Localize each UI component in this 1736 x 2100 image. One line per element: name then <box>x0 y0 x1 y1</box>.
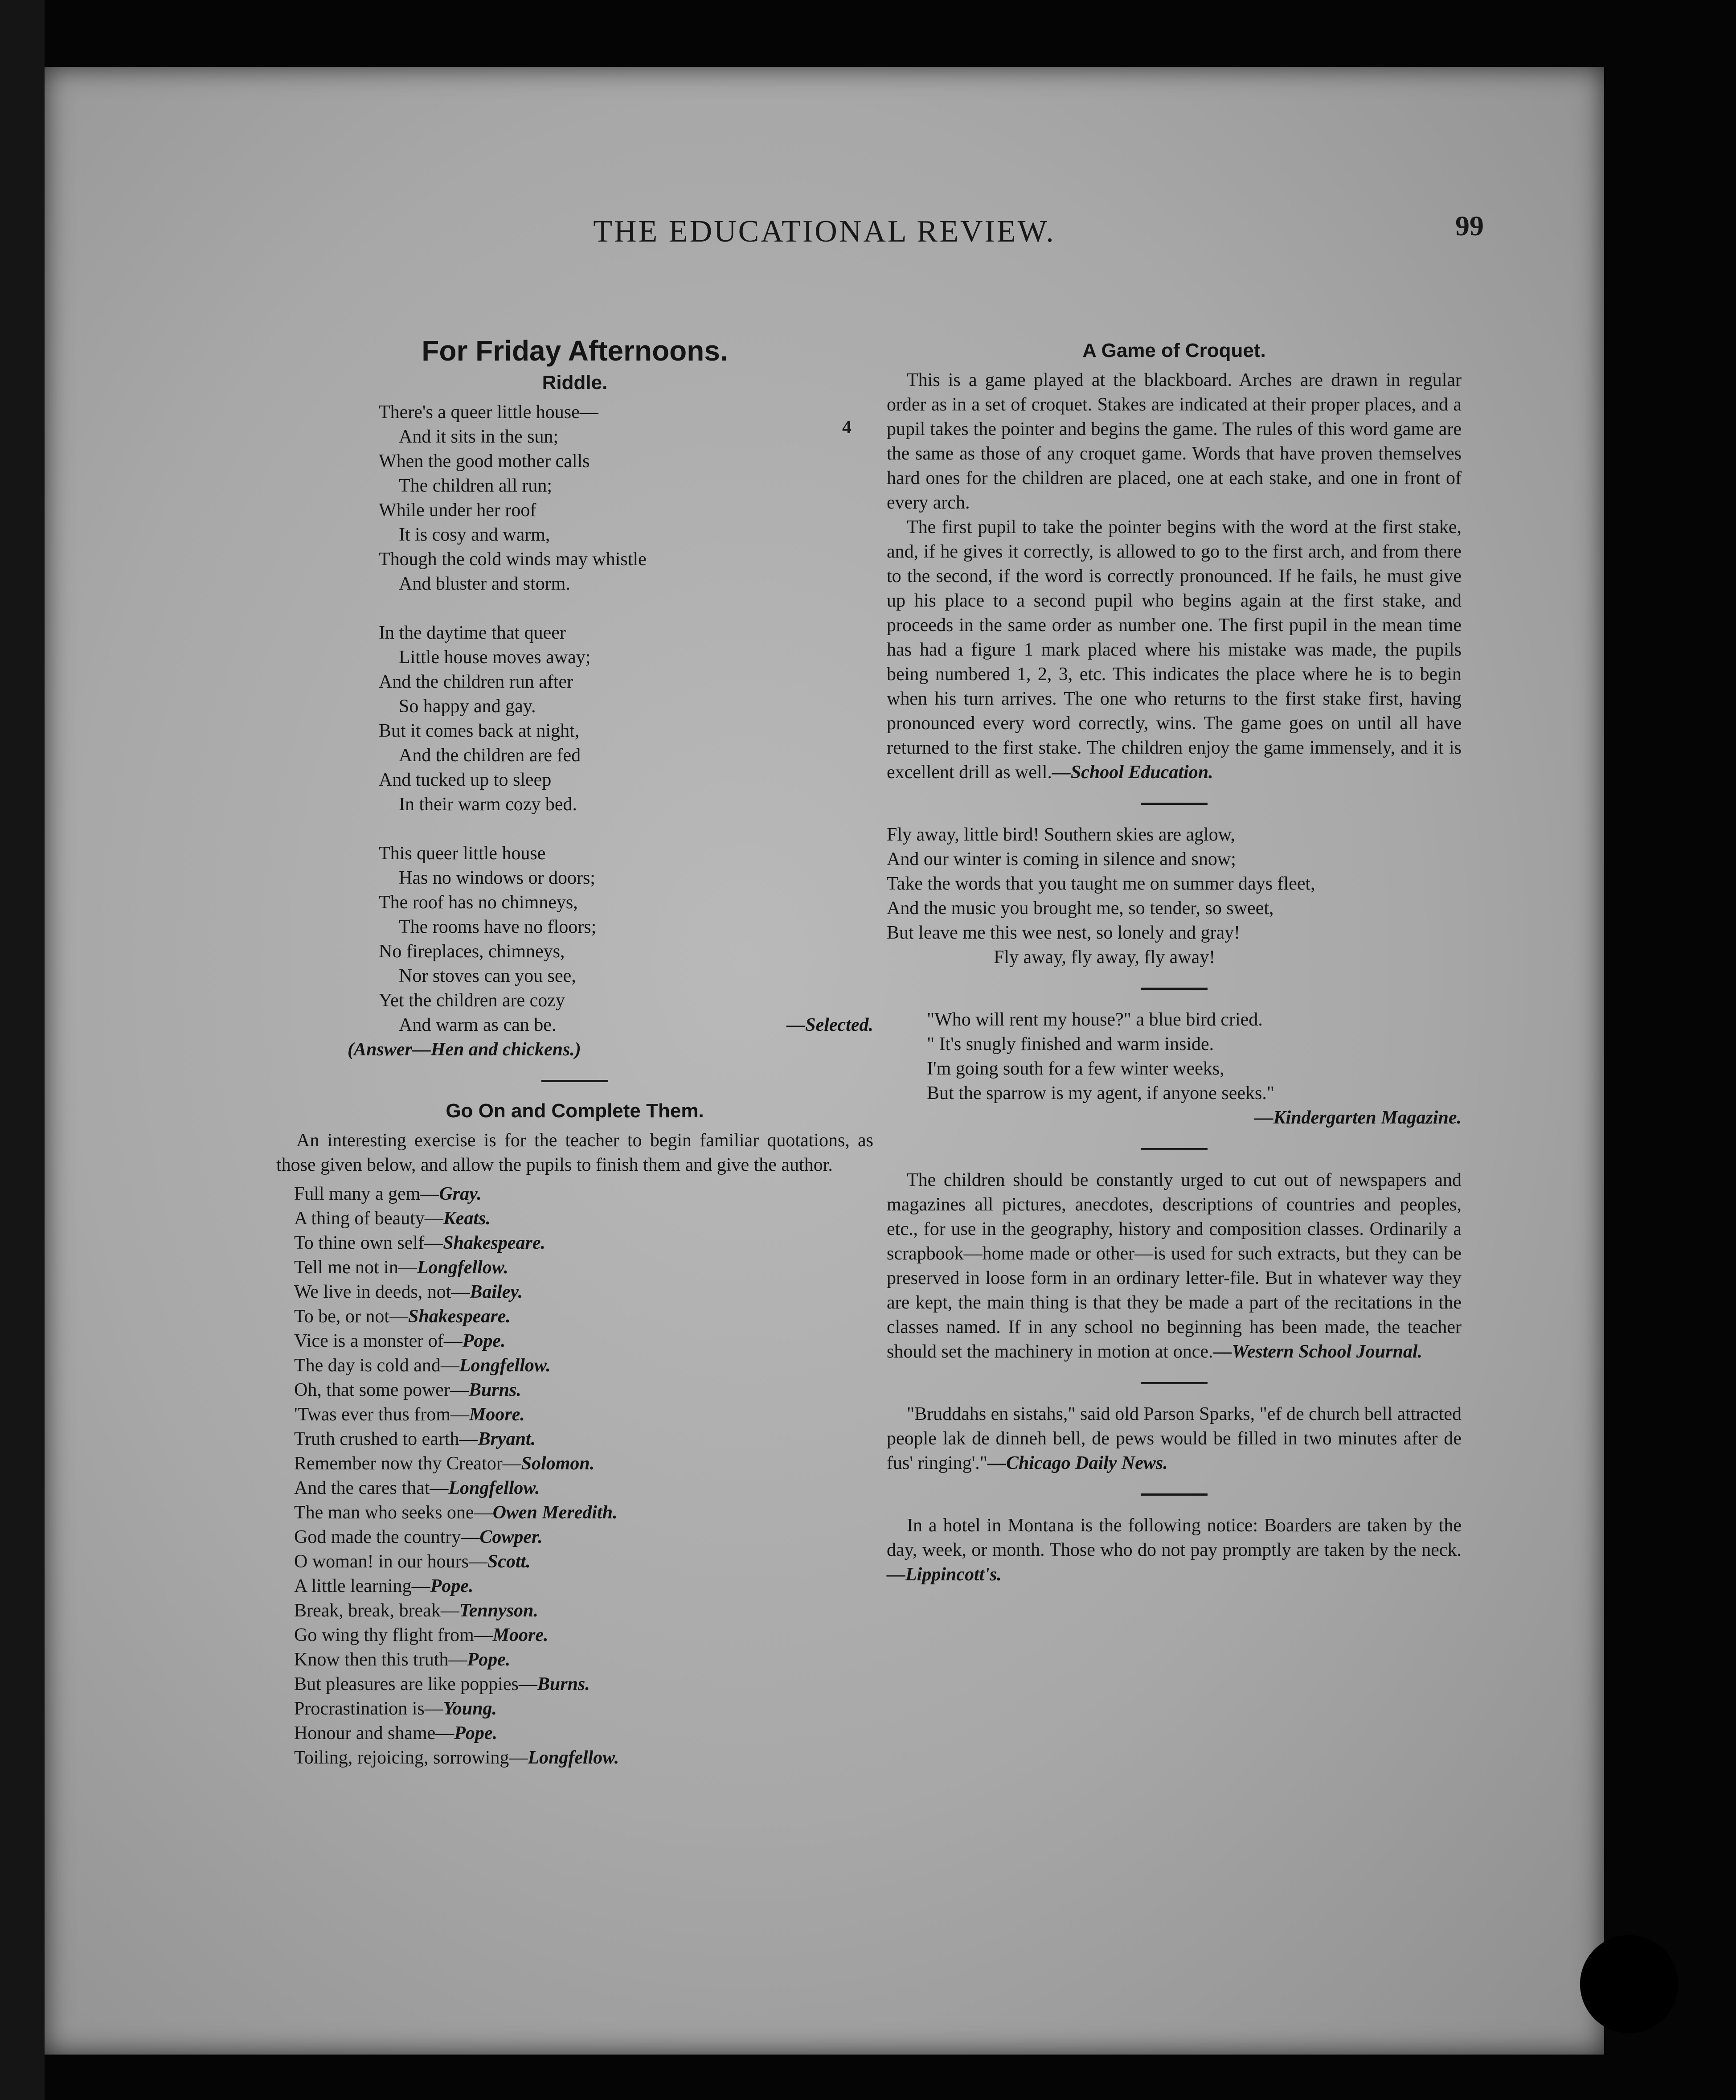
poem-line: So happy and gay. <box>399 696 536 717</box>
poem-line: When the good mother calls <box>379 451 590 472</box>
quote-item: God made the country—Cowper. <box>294 1527 543 1547</box>
quote-author: Bailey. <box>470 1282 523 1302</box>
quote-item: Honour and shame—Pope. <box>294 1723 498 1743</box>
croquet-title: A Game of Croquet. <box>1082 340 1266 361</box>
section-divider <box>541 1080 608 1082</box>
section-divider <box>1141 803 1208 805</box>
quote-author: Scott. <box>487 1551 531 1572</box>
quote-list <box>276 1182 873 1770</box>
quote-item: A thing of beauty—Keats. <box>294 1208 491 1229</box>
montana-source: —Lippincott's. <box>887 1564 1002 1585</box>
right-column <box>887 334 1462 1587</box>
complete-title: Go On and Complete Them. <box>446 1100 704 1122</box>
poem-line: I'm going south for a few winter weeks, <box>927 1058 1224 1079</box>
poem-line: But the sparrow is my agent, if anyone seeks." <box>927 1083 1274 1103</box>
quote-author: Pope. <box>430 1576 474 1596</box>
quote-item: The man who seeks one—Owen Meredith. <box>294 1502 618 1523</box>
poem-line: Little house moves away; <box>399 647 591 668</box>
complete-intro: An interesting exercise is for the teacher to begin familiar quotations, as those given below, and allow the pupils to finish them and give the author. <box>276 1130 873 1175</box>
quote-item: O woman! in our hours—Scott. <box>294 1551 531 1572</box>
quote-author: Keats. <box>443 1208 491 1229</box>
scrapbook-source: —Western School Journal. <box>1213 1341 1422 1362</box>
poem-line-text: And warm as can be. <box>399 1015 557 1035</box>
quote-item: Remember now thy Creator—Solomon. <box>294 1453 595 1474</box>
poem-line: "Who will rent my house?" a blue bird cried. <box>927 1009 1263 1030</box>
quote-author: Longfellow. <box>417 1257 508 1278</box>
poem-line: But leave me this wee nest, so lonely and gray! <box>887 923 1241 943</box>
quote-item: We live in deeds, not—Bailey. <box>294 1282 523 1302</box>
quote-item: But pleasures are like poppies—Burns. <box>294 1674 590 1694</box>
poem-line: Take the words that you taught me on summer days fleet, <box>887 874 1315 894</box>
poem-line: Nor stoves can you see, <box>399 966 576 986</box>
poem-line: In their warm cozy bed. <box>399 794 577 815</box>
poem-line: Yet the children are cozy <box>379 990 565 1011</box>
quote-author: Gray. <box>439 1184 482 1204</box>
riddle-stanza <box>379 621 873 817</box>
quote-author: Shakespeare. <box>443 1233 546 1253</box>
poem-line: Though the cold winds may whistle <box>379 549 647 570</box>
quote-author: Pope. <box>467 1649 511 1670</box>
quote-item: A little learning—Pope. <box>294 1576 474 1596</box>
quote-author: Bryant. <box>478 1429 536 1449</box>
riddle-answer: (Answer—Hen and chickens.) <box>348 1039 581 1060</box>
poem-line: In the daytime that queer <box>379 623 566 643</box>
quote-item: Truth crushed to earth—Bryant. <box>294 1429 536 1449</box>
quote-author: Young. <box>443 1698 497 1719</box>
croquet-paragraph-2: The first pupil to take the pointer begins with the word at the first stake, and, if he gives it correctly, is allowed to go to the first arch, and from there to the second, if the word is correctly pronounced. If he fails, he must give up his place to a second pupil who begins again at the first stake, and proceeds in the same order as number one. The first pupil in the mean time has had a figure 1 mark placed where his mistake was made, the pupils being numbered 1, 2, 3, etc. This indicates the place where he is to begin when his turn arrives. The one who returns to the first stake first, having pronounced every word correctly, wins. The game goes on until all have returned to the first stake. The children enjoy the game immensely, and it is excellent drill as well.—School Education. <box>887 517 1462 783</box>
quote-author: Solomon. <box>521 1453 595 1474</box>
poem-line: No fireplaces, chimneys, <box>379 941 565 962</box>
quote-item: Procrastination is—Young. <box>294 1698 497 1719</box>
quote-author: Cowper. <box>479 1527 543 1547</box>
bird-poem <box>887 823 1462 970</box>
quote-item: The day is cold and—Longfellow. <box>294 1355 551 1376</box>
left-column <box>276 334 873 1770</box>
quote-item: Full many a gem—Gray. <box>294 1184 482 1204</box>
quote-item: Go wing thy flight from—Moore. <box>294 1625 549 1645</box>
poem-line: The rooms have no floors; <box>399 917 597 937</box>
poem-line: This queer little house <box>379 843 546 864</box>
riddle-stanza <box>379 400 873 596</box>
quote-author: Longfellow. <box>459 1355 551 1376</box>
blue-bird-poem <box>887 1008 1462 1130</box>
section-title: For Friday Afternoons. <box>422 335 728 367</box>
poem-refrain: Fly away, fly away, fly away! <box>994 947 1216 968</box>
riddle-stanza <box>379 841 873 1038</box>
parson-paragraph: "Bruddahs en sistahs," said old Parson Sparks, "ef de church bell attracted people lak de dinneh bell, de pews would be filled in two minutes after de fus' ringing'."—Chicago Daily News. <box>887 1404 1462 1473</box>
section-divider <box>1141 1148 1208 1150</box>
quote-author: Tennyson. <box>459 1600 538 1621</box>
poem-line: And tucked up to sleep <box>379 770 552 790</box>
quote-item: Break, break, break—Tennyson. <box>294 1600 538 1621</box>
quote-item: And the cares that—Longfellow. <box>294 1478 540 1498</box>
quote-author: Longfellow. <box>528 1747 619 1768</box>
page-number: 99 <box>1455 210 1484 242</box>
page-sheet <box>45 67 1604 2055</box>
film-edge-left <box>0 0 45 2100</box>
poem-line: And bluster and storm. <box>399 574 570 594</box>
croquet-source: —School Education. <box>1052 762 1213 783</box>
poem-line: Fly away, little bird! Southern skies are aglow, <box>887 824 1235 845</box>
poem-line: While under her roof <box>379 500 536 521</box>
blue-bird-source: —Kindergarten Magazine. <box>1254 1107 1462 1128</box>
poem-line: And our winter is coming in silence and snow; <box>887 849 1236 870</box>
section-divider <box>1141 1382 1208 1384</box>
poem-line: There's a queer little house— <box>379 402 598 422</box>
quote-item: To be, or not—Shakespeare. <box>294 1306 511 1327</box>
quote-item: Know then this truth—Pope. <box>294 1649 511 1670</box>
quote-item: Toiling, rejoicing, sorrowing—Longfellow. <box>294 1747 619 1768</box>
poem-line: The children all run; <box>399 476 553 496</box>
poem-line: " It's snugly finished and warm inside. <box>927 1034 1214 1054</box>
montana-paragraph: In a hotel in Montana is the following notice: Boarders are taken by the day, week, or month. Those who do not pay promptly are taken by the neck.—Lippincott's. <box>887 1515 1462 1585</box>
poem-line: And it sits in the sun; <box>399 427 559 447</box>
film-blot <box>1580 1935 1678 2033</box>
running-head: THE EDUCATIONAL REVIEW. <box>593 214 1056 249</box>
croquet-paragraph-1: This is a game played at the blackboard. Arches are drawn in regular order as in a set of croquet. Stakes are indicated at their proper places, and a pupil takes the pointer and begins the game. The rules of this word game are the same as those of any croquet game. Words that have proven themselves hard ones for the children are placed, one at each stake, and one in front of every arch. <box>887 370 1462 513</box>
section-divider <box>1141 1493 1208 1496</box>
quote-item: Vice is a monster of—Pope. <box>294 1331 506 1351</box>
poem-line: And the music you brought me, so tender, so sweet, <box>887 898 1274 919</box>
poem-line: It is cosy and warm, <box>399 525 550 545</box>
poem-line <box>379 1013 873 1038</box>
riddle-title: Riddle. <box>542 372 608 394</box>
riddle-signature: —Selected. <box>786 1015 873 1035</box>
poem-line: The roof has no chimneys, <box>379 892 578 913</box>
poem-line: And the children are fed <box>399 745 581 766</box>
quote-item: 'Twas ever thus from—Moore. <box>294 1404 525 1425</box>
quote-item: Tell me not in—Longfellow. <box>294 1257 508 1278</box>
scrapbook-paragraph: The children should be constantly urged to cut out of newspapers and magazines all pictures, anecdotes, descriptions of countries and peoples, etc., for use in the geography, history and composition classes. Ordinarily a scrapbook—home made or other—is used for such extracts, but they can be preserved in loose form in an ordinary letter-file. But in whatever way they are kept, the main thing is that they be made a part of the recitations in the classes named. If in any school no beginning has been made, the teacher should set the machinery in motion at once.—Western School Journal. <box>887 1170 1462 1362</box>
quote-author: Moore. <box>469 1404 525 1425</box>
quote-author: Moore. <box>492 1625 549 1645</box>
poem-line: And the children run after <box>379 672 573 692</box>
quote-item: To thine own self—Shakespeare. <box>294 1233 546 1253</box>
poem-line: But it comes back at night, <box>379 721 580 741</box>
margin-mark: 4 <box>842 417 852 438</box>
section-divider <box>1141 988 1208 990</box>
quote-author: Shakespeare. <box>408 1306 511 1327</box>
quote-author: Burns. <box>537 1674 590 1694</box>
quote-item: Oh, that some power—Burns. <box>294 1380 521 1400</box>
quote-author: Owen Meredith. <box>492 1502 618 1523</box>
quote-author: Pope. <box>454 1723 498 1743</box>
poem-line: Has no windows or doors; <box>399 868 595 888</box>
quote-author: Longfellow. <box>448 1478 540 1498</box>
riddle-poem <box>276 400 873 1038</box>
parson-source: —Chicago Daily News. <box>987 1453 1168 1473</box>
quote-author: Pope. <box>462 1331 506 1351</box>
quote-author: Burns. <box>468 1380 521 1400</box>
